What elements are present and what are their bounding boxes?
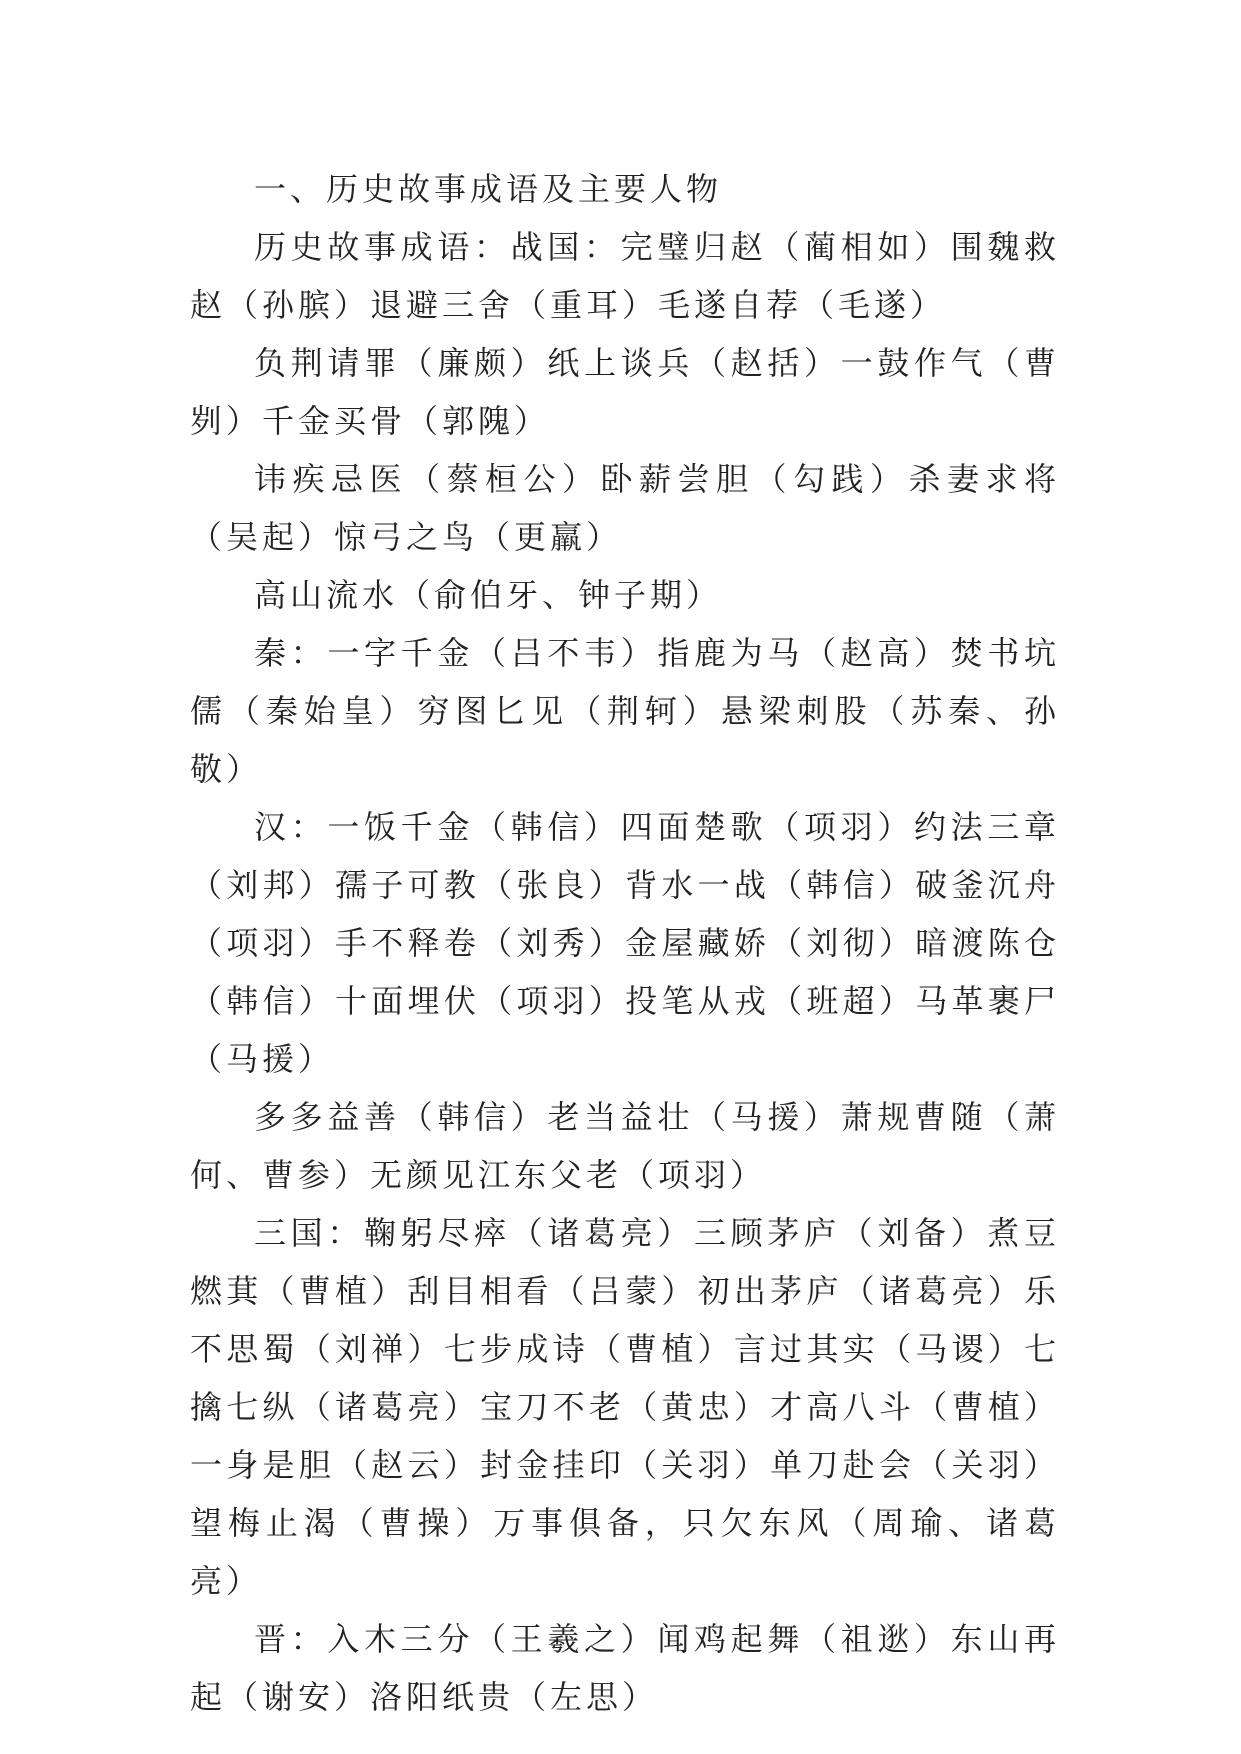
paragraph-han-2: 多多益善（韩信）老当益壮（马援）萧规曹随（萧何、曹参）无颜见江东父老（项羽） <box>190 1098 1060 1194</box>
document-body <box>190 160 1060 1726</box>
paragraph-warring-states-3: 讳疾忌医（蔡桓公）卧薪尝胆（勾践）杀妻求将（吴起）惊弓之鸟（更羸） <box>190 460 1060 556</box>
paragraph-warring-states: 历史故事成语：战国：完璧归赵（蔺相如）围魏救赵（孙膑）退避三舍（重耳）毛遂自荐（毛遂） <box>190 228 1060 324</box>
paragraph-jin: 晋：入木三分（王羲之）闻鸡起舞（祖逖）东山再起（谢安）洛阳纸贵（左思） <box>190 1620 1060 1716</box>
paragraph-warring-states-4: 高山流水（俞伯牙、钟子期） <box>254 576 723 614</box>
paragraph-qin: 秦：一字千金（吕不韦）指鹿为马（赵高）焚书坑儒（秦始皇）穷图匕见（荆轲）悬梁刺股（苏秦、孙敬） <box>190 634 1060 788</box>
paragraph-warring-states-2: 负荆请罪（廉颇）纸上谈兵（赵括）一鼓作气（曹刿）千金买骨（郭隗） <box>190 344 1060 440</box>
paragraph-three-kingdoms: 三国：鞠躬尽瘁（诸葛亮）三顾茅庐（刘备）煮豆燃萁（曹植）刮目相看（吕蒙）初出茅庐（诸葛亮）乐不思蜀（刘禅）七步成诗（曹植）言过其实（马谡）七擒七纵（诸葛亮）宝刀不老（黄忠）才高八斗（曹植）一身是胆（赵云）封金挂印（关羽）单刀赴会（关羽）望梅止渴（曹操）万事俱备，只欠东风（周瑜、诸葛亮） <box>190 1214 1060 1600</box>
section-heading: 一、历史故事成语及主要人物 <box>254 170 723 208</box>
paragraph-han: 汉：一饭千金（韩信）四面楚歌（项羽）约法三章（刘邦）孺子可教（张良）背水一战（韩信）破釜沉舟（项羽）手不释卷（刘秀）金屋藏娇（刘彻）暗渡陈仓（韩信）十面埋伏（项羽）投笔从戎（班超）马革裹尸（马援） <box>190 808 1060 1078</box>
